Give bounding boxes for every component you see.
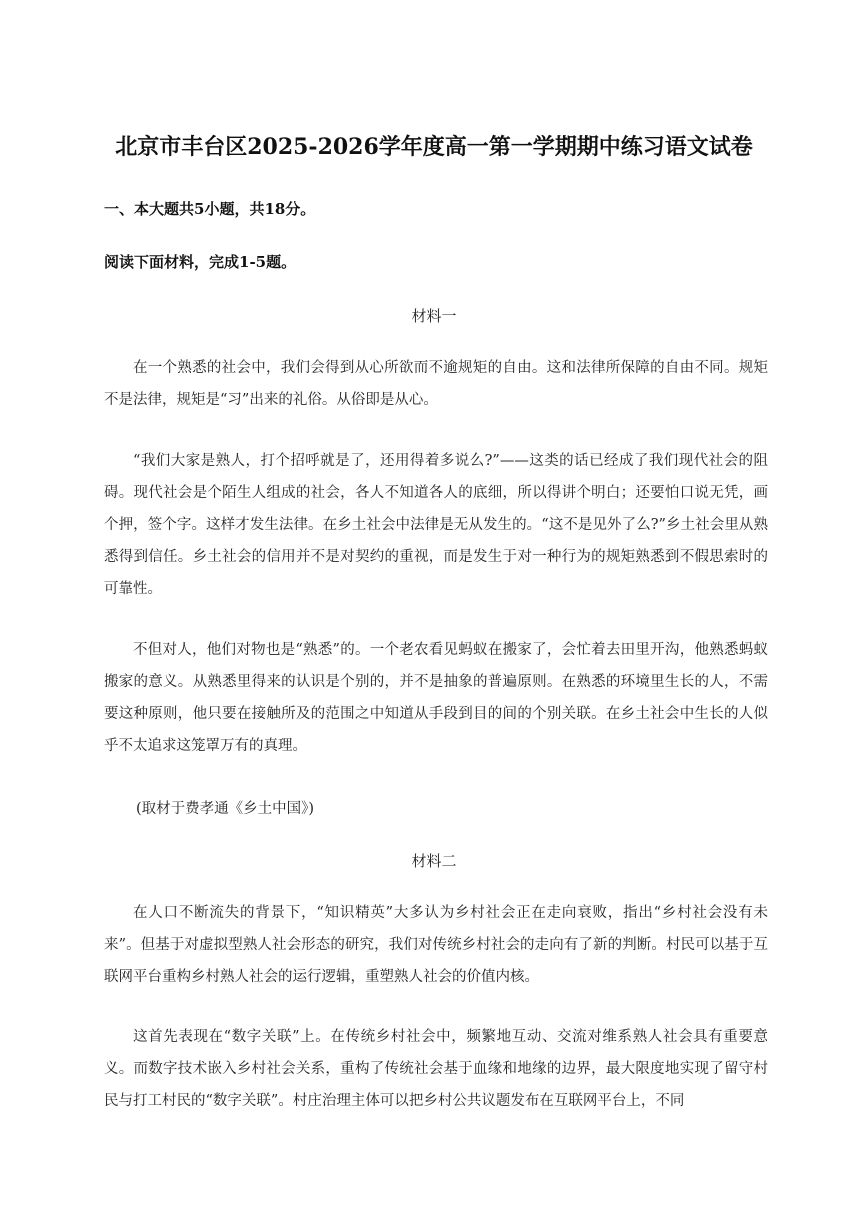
- material-two-paragraph-2: 这首先表现在“数字关联”上。在传统乡村社会中，频繁地互动、交流对维系熟人社会具有重要意义。而数字技术嵌入乡村社会关系，重构了传统社会基于血缘和地缘的边界，最大限度地实现了留守村民与打工村民的“数字关联”。村庄治理主体可以把乡村公共议题发布在互联网平台上，不同: [104, 1029, 768, 1109]
- reading-instruction: 阅读下面材料，完成1-5题。: [104, 253, 297, 271]
- exam-title: 北京市丰台区2025-2026学年度高一第一学期期中练习语文试卷: [115, 134, 753, 160]
- material-one-paragraph-1: 在一个熟悉的社会中，我们会得到从心所欲而不逾规矩的自由。这和法律所保障的自由不同。规矩不是法律，规矩是“习”出来的礼俗。从俗即是从心。: [104, 360, 768, 408]
- section-one-header: 一、本大题共5小题，共18分。: [104, 200, 316, 218]
- material-one-paragraph-2: “我们大家是熟人，打个招呼就是了，还用得着多说么?”——这类的话已经成了我们现代社会的阻碍。现代社会是个陌生人组成的社会，各人不知道各人的底细，所以得讲个明白；还要怕口说无凭，画个押，签个字。这样才发生法律。在乡土社会中法律是无从发生的。“这不是见外了么?”乡土社会里从熟悉得到信任。乡土社会的信用并不是对契约的重视，而是发生于对一种行为的规矩熟悉到不假思索时的可靠性。: [104, 453, 768, 597]
- material-two-heading: 材料二: [411, 852, 457, 870]
- material-one-source: (取材于费孝通《乡土中国》): [136, 801, 315, 817]
- material-one-paragraph-3: 不但对人，他们对物也是“熟悉”的。一个老农看见蚂蚁在搬家了，会忙着去田里开沟，他熟悉蚂蚁搬家的意义。从熟悉里得来的认识是个别的，并不是抽象的普遍原则。在熟悉的环境里生长的人，不需要这种原则，他只要在接触所及的范围之中知道从手段到目的间的个别关联。在乡土社会中生长的人似乎不太追求这笼罩万有的真理。: [104, 642, 768, 754]
- material-two-paragraph-1: 在人口不断流失的背景下，“知识精英”大多认为乡村社会正在走向衰败，指出“乡村社会没有未来”。但基于对虚拟型熟人社会形态的研究，我们对传统乡村社会的走向有了新的判断。村民可以基于互联网平台重构乡村熟人社会的运行逻辑，重塑熟人社会的价值内核。: [104, 905, 768, 985]
- material-one-heading: 材料一: [411, 307, 457, 325]
